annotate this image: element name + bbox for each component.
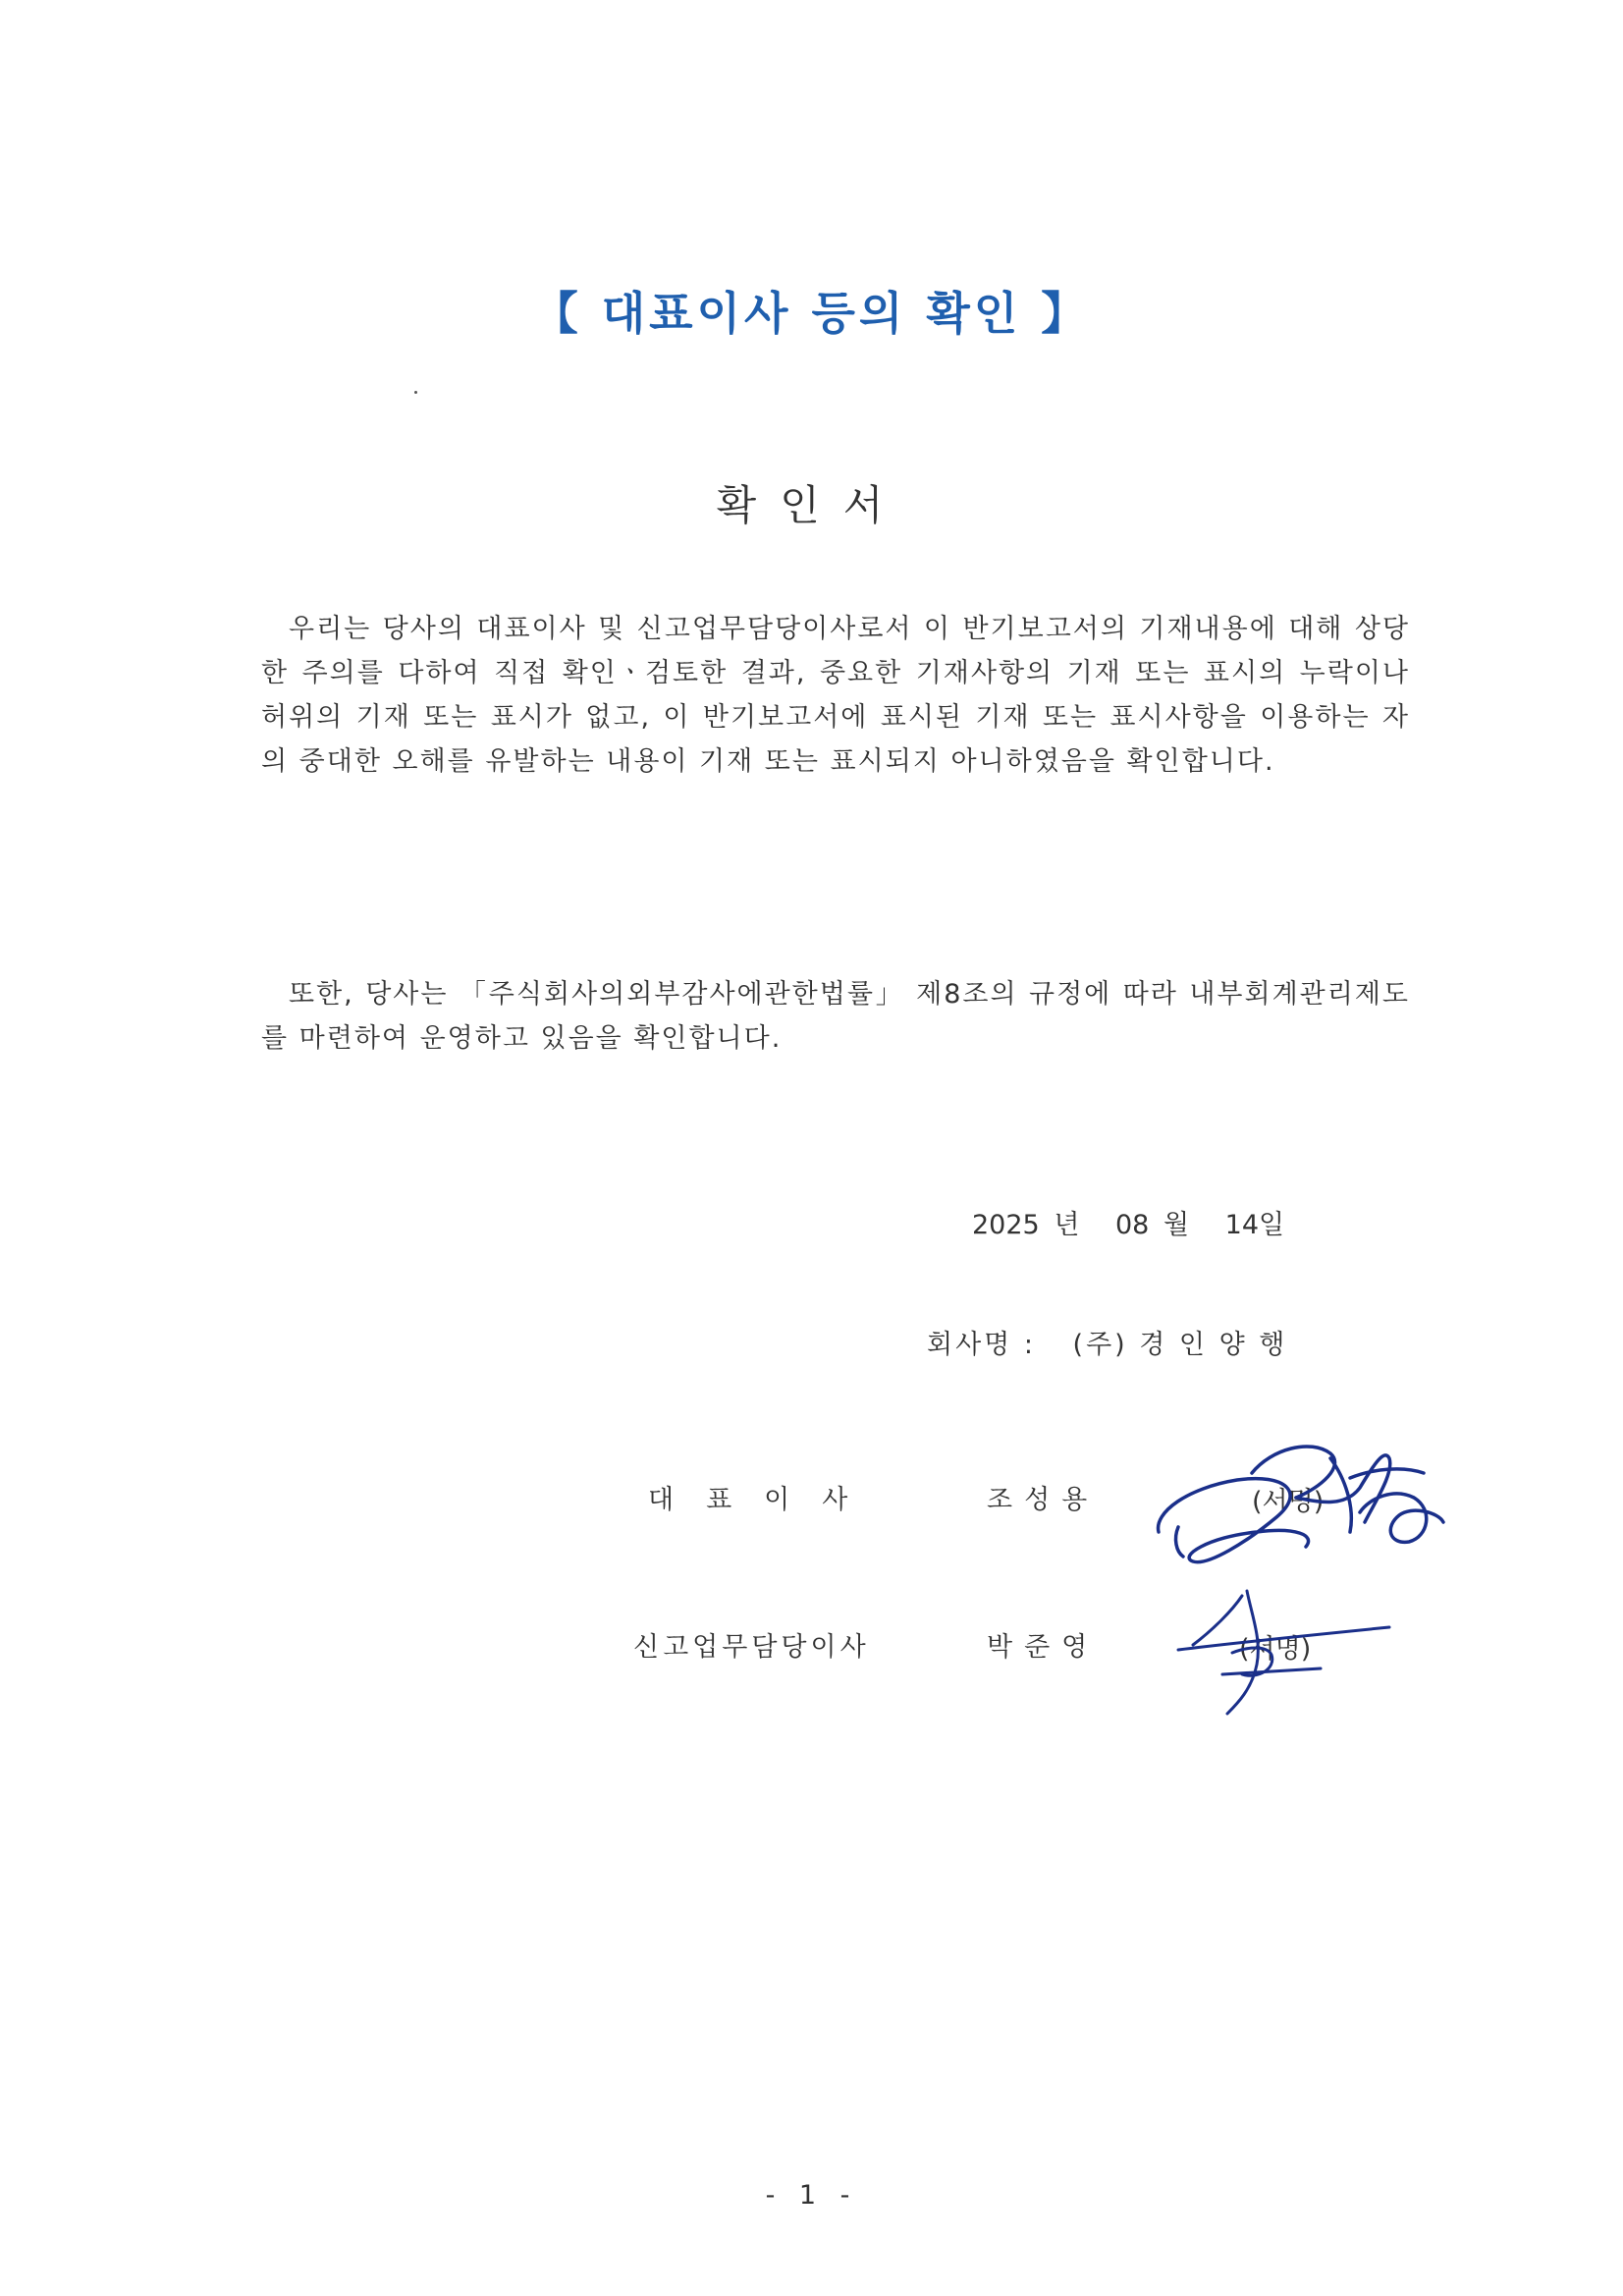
cfo-name: 박준영	[987, 1632, 1100, 1663]
date-line	[972, 1203, 1284, 1241]
company-name: (주) 경 인 양 행	[1072, 1330, 1288, 1360]
ceo-signature-label: (서명)	[1252, 1487, 1325, 1517]
company-line	[927, 1323, 1287, 1361]
document-header: 【 대표이사 등의 확인 】	[532, 287, 1091, 340]
date-month-unit: 월	[1163, 1210, 1190, 1240]
ceo-name: 조성용	[987, 1485, 1100, 1515]
confirmation-paragraph-2: 또한, 당사는 「주식회사의외부감사에관한법률」 제8조의 규정에 따라 내부회계관리제도를 마련하여 운영하고 있음을 확인합니다.	[261, 979, 1410, 1054]
confirmation-title: 확인서	[716, 481, 907, 529]
scan-speck	[414, 391, 417, 394]
date-year: 2025	[972, 1210, 1040, 1240]
page-number: - 1 -	[765, 2180, 858, 2211]
date-day: 14일	[1224, 1210, 1285, 1240]
cfo-role-label: 신고업무담당이사	[633, 1632, 870, 1663]
ceo-role-label: 대표이사	[648, 1485, 881, 1515]
cfo-signature-label: (서명)	[1239, 1634, 1312, 1665]
date-year-unit: 년	[1054, 1210, 1080, 1240]
company-label: 회사명 :	[927, 1330, 1036, 1360]
date-month: 08	[1115, 1210, 1150, 1240]
confirmation-paragraph-1: 우리는 당사의 대표이사 및 신고업무담당이사로서 이 반기보고서의 기재내용에 대해 상당한 주의를 다하여 직접 확인ㆍ검토한 결과, 중요한 기재사항의 기재 또는 표시의 누락이나 허위의 기재 또는 표시가 없고, 이 반기보고서에 표시된 기재 또는 표시사항을 이용하는 자의 중대한 오해를 유발하는 내용이 기재 또는 표시되지 아니하였음을 확인합니다.	[261, 614, 1410, 777]
